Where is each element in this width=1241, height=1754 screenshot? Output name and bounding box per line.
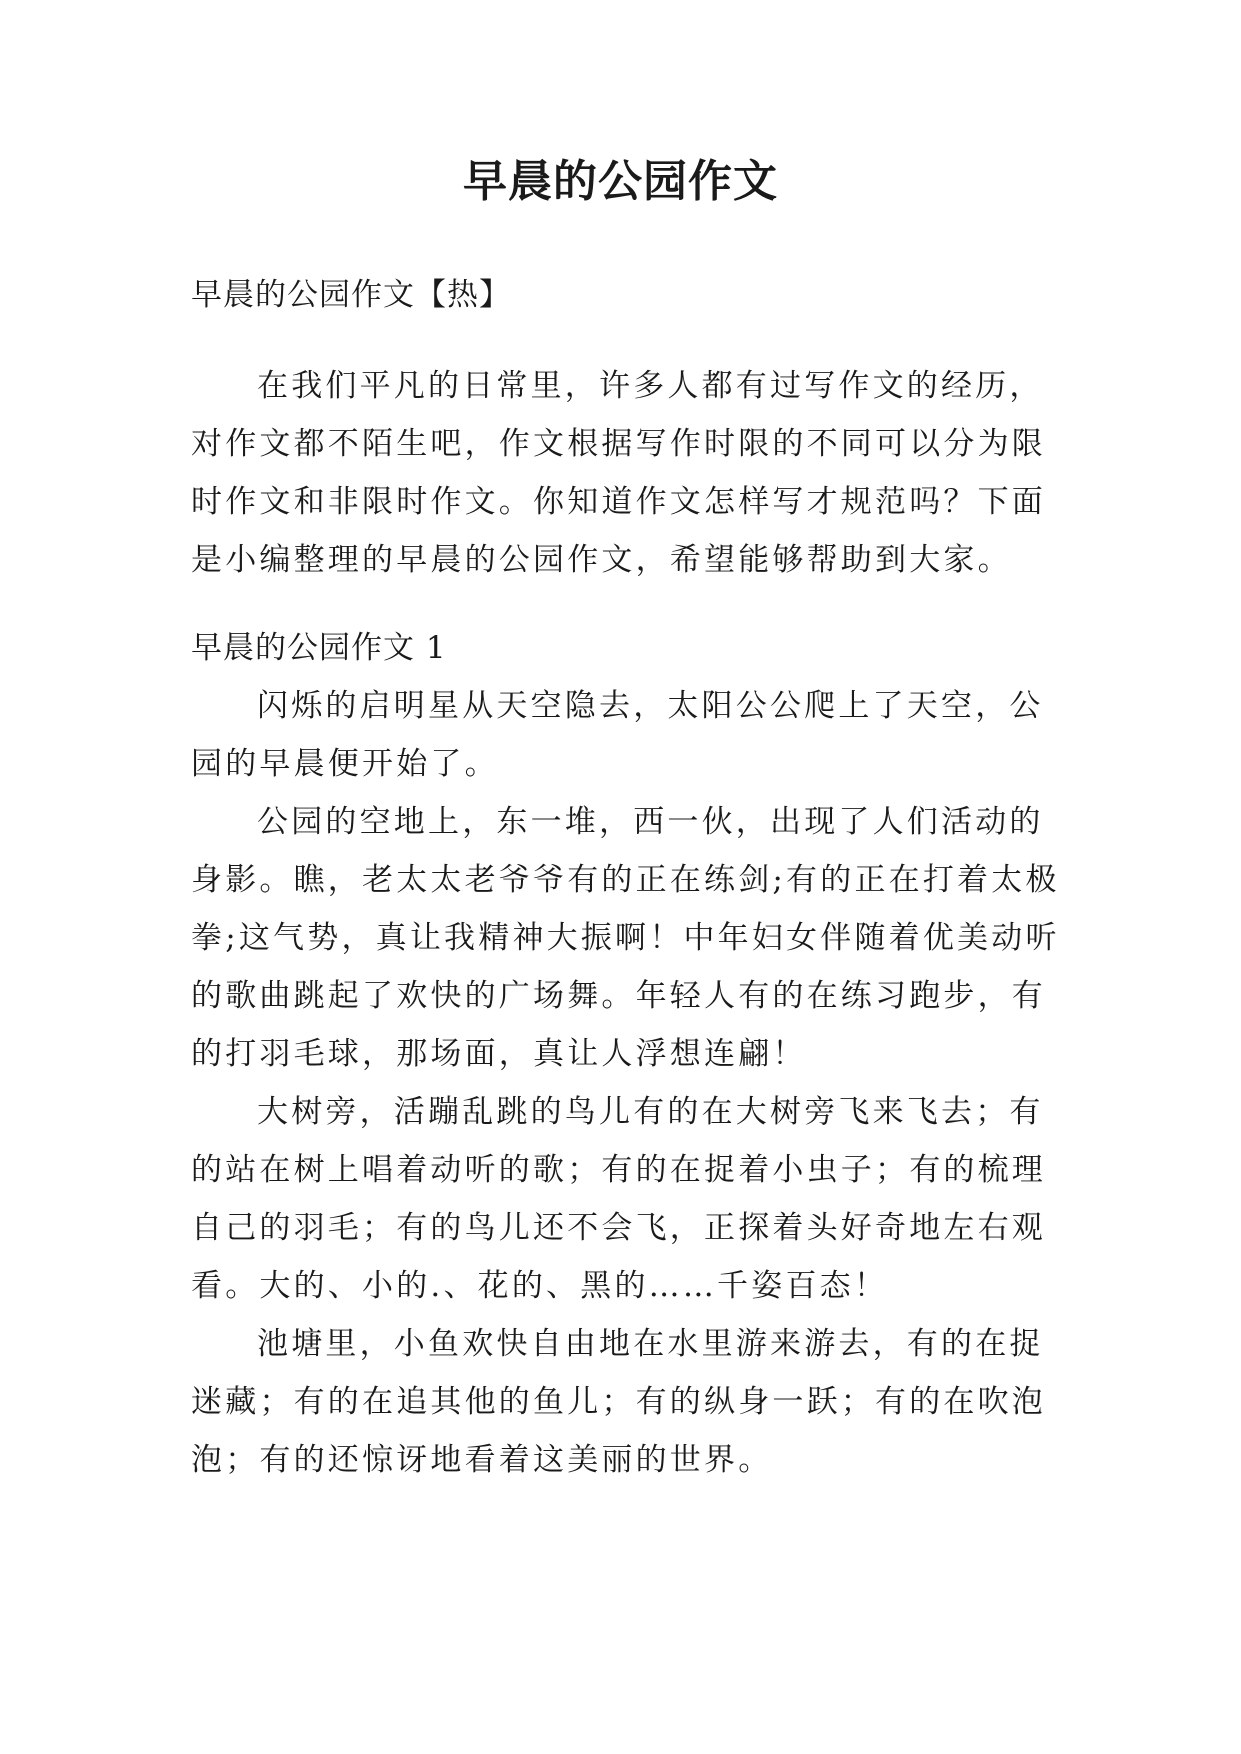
paragraph: 闪烁的启明星从天空隐去，太阳公公爬上了天空，公园的早晨便开始了。 bbox=[191, 688, 1044, 782]
document-subtitle: 早晨的公园作文【热】 bbox=[191, 277, 511, 313]
paragraph: 大树旁，活蹦乱跳的鸟儿有的在大树旁飞来飞去；有的站在树上唱着动听的歌；有的在捉着小虫子；有的梳理自己的羽毛；有的鸟儿还不会飞，正探着头好奇地左右观看。大的、小的.、花的、黑的……千姿百态！ bbox=[191, 1094, 1046, 1304]
section-heading: 早晨的公园作文 1 bbox=[191, 630, 447, 666]
intro-paragraph: 在我们平凡的日常里，许多人都有过写作文的经历，对作文都不陌生吧，作文根据写作时限的不同可以分为限时作文和非限时作文。你知道作文怎样写才规范吗？下面是小编整理的早晨的公园作文，希望能够帮助到大家。 bbox=[191, 368, 1046, 578]
paragraph: 池塘里，小鱼欢快自由地在水里游来游去，有的在捉迷藏；有的在追其他的鱼儿；有的纵身一跃；有的在吹泡泡；有的还惊讶地看着这美丽的世界。 bbox=[191, 1326, 1046, 1478]
page-title: 早晨的公园作文 bbox=[463, 156, 778, 207]
paragraph: 公园的空地上，东一堆，西一伙，出现了人们活动的身影。瞧，老太太老爷爷有的正在练剑;有的正在打着太极拳;这气势，真让我精神大振啊！中年妇女伴随着优美动听的歌曲跳起了欢快的广场舞。年轻人有的在练习跑步，有的打羽毛球，那场面，真让人浮想连翩！ bbox=[191, 804, 1060, 1072]
